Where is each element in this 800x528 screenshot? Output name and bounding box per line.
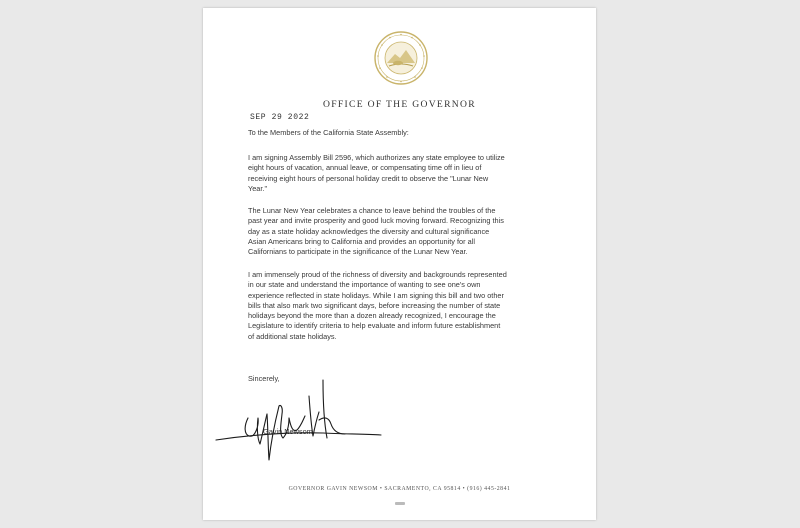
paragraph-2: The Lunar New Year celebrates a chance to leave behind the troubles of the past year and invite prosperity and good luck moving forward. Recognizing this day as a state holiday acknowledges the diversity and cultural significance Asian Americans bring to California and provides an opportunity for all Californians to participate in the significance of the Lunar New Year. [248, 206, 504, 257]
signatory-name: Gavin Newsom [263, 427, 313, 436]
salutation: To the Members of the California State Assembly: [248, 128, 409, 137]
paragraph-1: I am signing Assembly Bill 2596, which authorizes any state employee to utilize eight hours of vacation, annual leave, or compensating time off in lieu of receiving eight hours of personal holiday credit to observe the "Lunar New Year." [248, 153, 505, 193]
letter-page [203, 8, 596, 520]
paragraph-3: I am immensely proud of the richness of diversity and backgrounds represented in our state and understand the importance of wanting to see one's own experience reflected in state holidays. While I am signing this bill and two other bills that also mark two significant days, before increasing the number of state holidays beyond the more than a dozen already recognized, I encourage the Legislature to identify criteria to help evaluate and inform future establishment of additional state holidays. [248, 270, 507, 341]
footer-address: GOVERNOR GAVIN NEWSOM • SACRAMENTO, CA 95814 • (916) 445-2841 [288, 486, 511, 492]
state-seal-icon [373, 30, 429, 86]
date-stamp: SEP 29 2022 [250, 113, 310, 122]
office-title: OFFICE OF THE GOVERNOR [323, 99, 476, 110]
union-bug-mark [395, 502, 405, 505]
signature-icon [213, 360, 393, 465]
closing: Sincerely, [248, 374, 280, 383]
